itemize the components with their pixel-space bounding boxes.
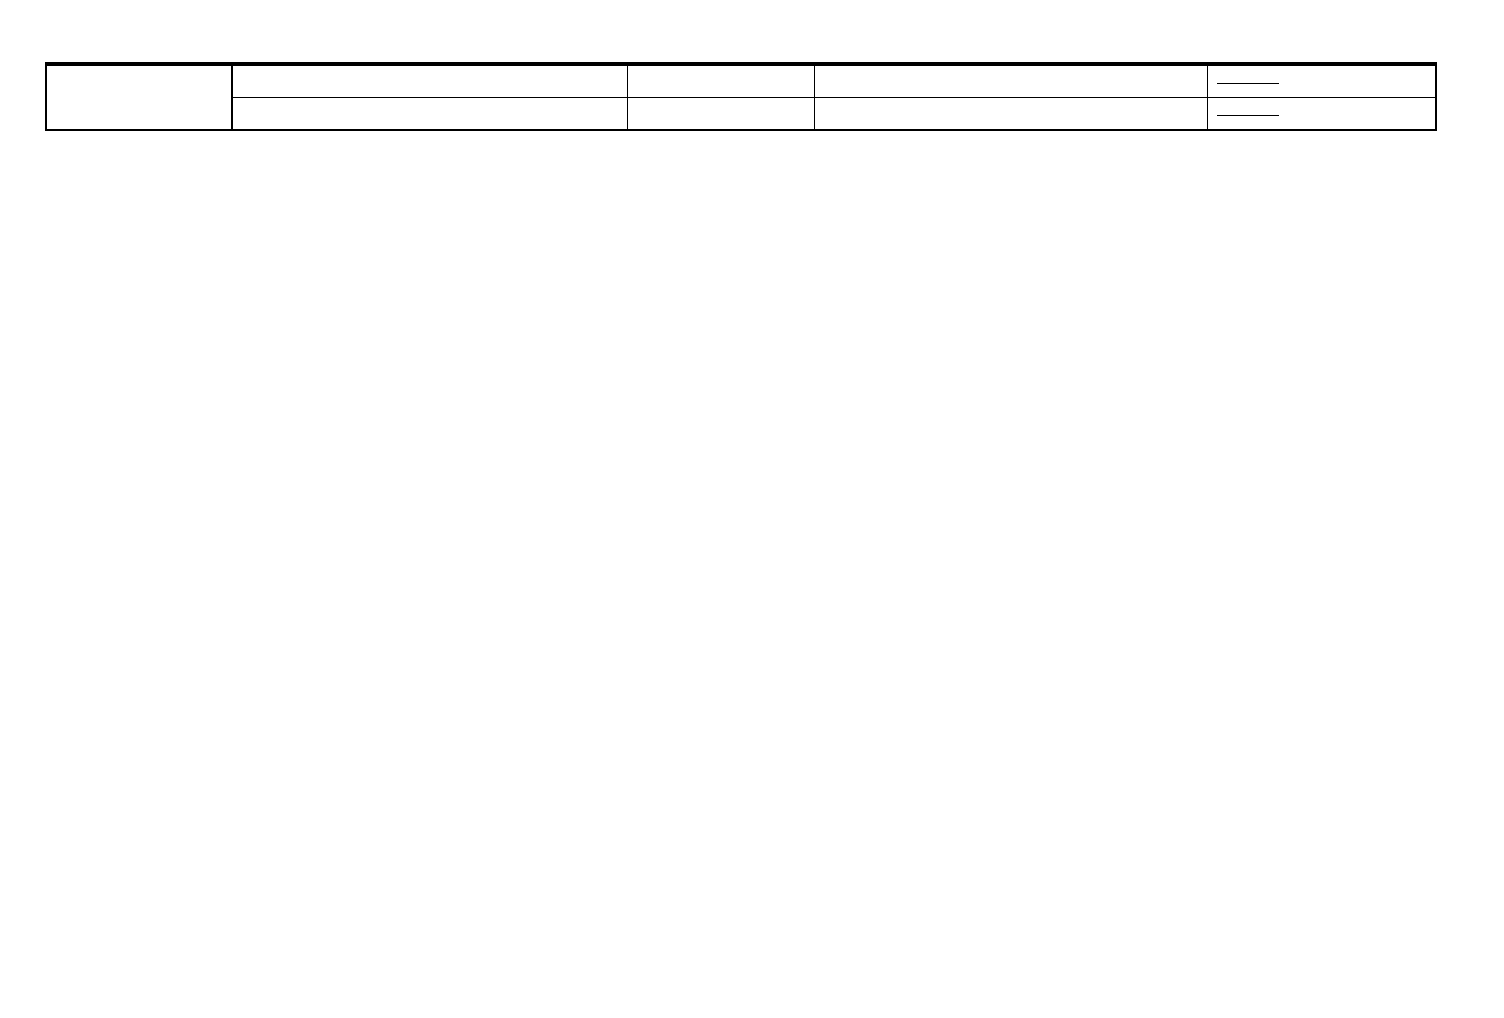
service-limit-cell: [1207, 65, 1436, 98]
item-cell: [46, 65, 232, 130]
standard-cell: [814, 65, 1207, 98]
table-row: [46, 65, 1436, 98]
standard-cell: [814, 98, 1207, 131]
no-limit-dash: [1217, 115, 1279, 116]
service-limit-cell: [1207, 98, 1436, 131]
measurement-cell: [232, 65, 627, 98]
table-row: [46, 98, 1436, 131]
engine-block-spec-table: [45, 62, 1437, 131]
spec-table-body: [46, 65, 1436, 130]
no-limit-dash: [1217, 83, 1279, 84]
qualification-cell: [627, 98, 814, 131]
measurement-cell: [232, 98, 627, 131]
qualification-cell: [627, 65, 814, 98]
